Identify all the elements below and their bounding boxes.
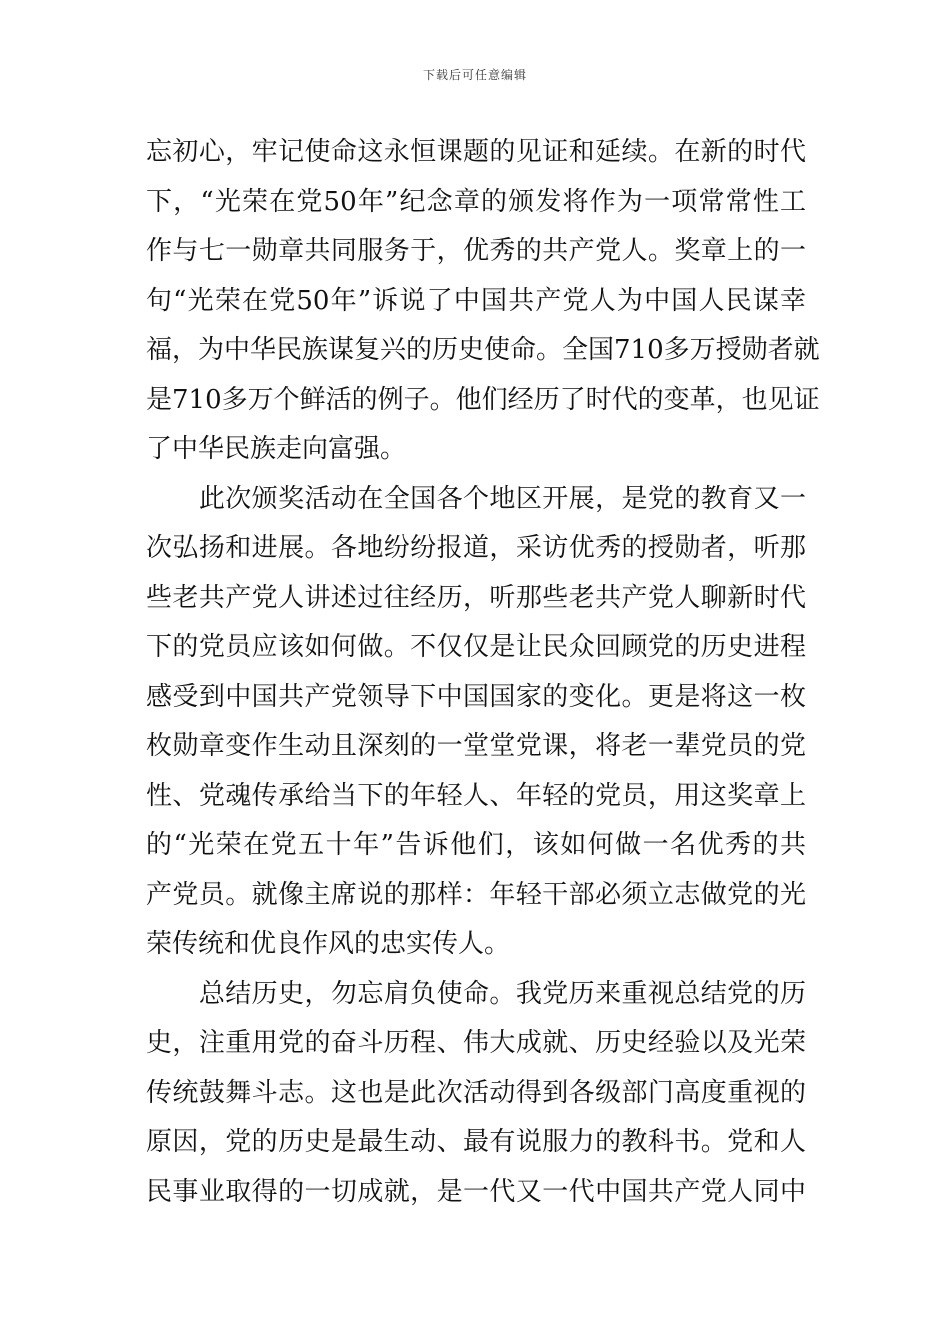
text-line: 的“光荣在党五十年”告诉他们，该如何做一名优秀的共 xyxy=(146,830,806,860)
text-line: 忘初心，牢记使命这永恒课题的见证和延续。在新的时代 xyxy=(146,137,806,167)
text-line: 福，为中华民族谋复兴的历史使命。全国710多万授勋者就 xyxy=(146,335,820,365)
text-line: 了中华民族走向富强。 xyxy=(146,434,407,464)
text-line: 传统鼓舞斗志。这也是此次活动得到各级部门高度重视的 xyxy=(146,1077,806,1108)
text-line: 感受到中国共产党领导下中国国家的变化。更是将这一枚 xyxy=(146,681,806,712)
text-line: 此次颁奖活动在全国各个地区开展，是党的教育又一 xyxy=(146,483,806,514)
text-line: 作与七一勋章共同服务于，优秀的共产党人。奖章上的一 xyxy=(146,236,806,266)
text-line: 是710多万个鲜活的例子。他们经历了时代的变革，也见证 xyxy=(146,384,820,415)
text-line: 些老共产党人讲述过往经历，听那些老共产党人聊新时代 xyxy=(146,582,806,613)
text-line: 民事业取得的一切成就，是一代又一代中国共产党人同中 xyxy=(146,1176,806,1207)
text-line: 荣传统和优良作风的忠实传人。 xyxy=(146,929,511,959)
text-line: 次弘扬和进展。各地纷纷报道，采访优秀的授勋者，听那 xyxy=(146,533,806,563)
text-line: 枚勋章变作生动且深刻的一堂堂党课，将老一辈党员的党 xyxy=(146,731,806,761)
text-line: 句“光荣在党50年”诉说了中国共产党人为中国人民谋幸 xyxy=(146,285,806,316)
text-line: 原因，党的历史是最生动、最有说服力的教科书。党和人 xyxy=(146,1127,806,1157)
text-line: 下，“光荣在党50年”纪念章的颁发将作为一项常常性工 xyxy=(146,186,806,217)
text-line: 史，注重用党的奋斗历程、伟大成就、历史经验以及光荣 xyxy=(146,1028,806,1058)
paragraph-3 xyxy=(146,970,806,1218)
page-header-note: 下载后可任意编辑 xyxy=(422,68,527,82)
paragraph-1 xyxy=(146,128,820,475)
text-line: 下的党员应该如何做。不仅仅是让民众回顾党的历史进程 xyxy=(146,632,806,662)
text-line: 总结历史，勿忘肩负使命。我党历来重视总结党的历 xyxy=(146,978,806,1009)
paragraph-2 xyxy=(146,475,806,970)
text-line: 产党员。就像主席说的那样：年轻干部必须立志做党的光 xyxy=(146,879,806,910)
text-line: 性、党魂传承给当下的年轻人、年轻的党员，用这奖章上 xyxy=(146,780,806,811)
document-body xyxy=(146,128,820,1217)
